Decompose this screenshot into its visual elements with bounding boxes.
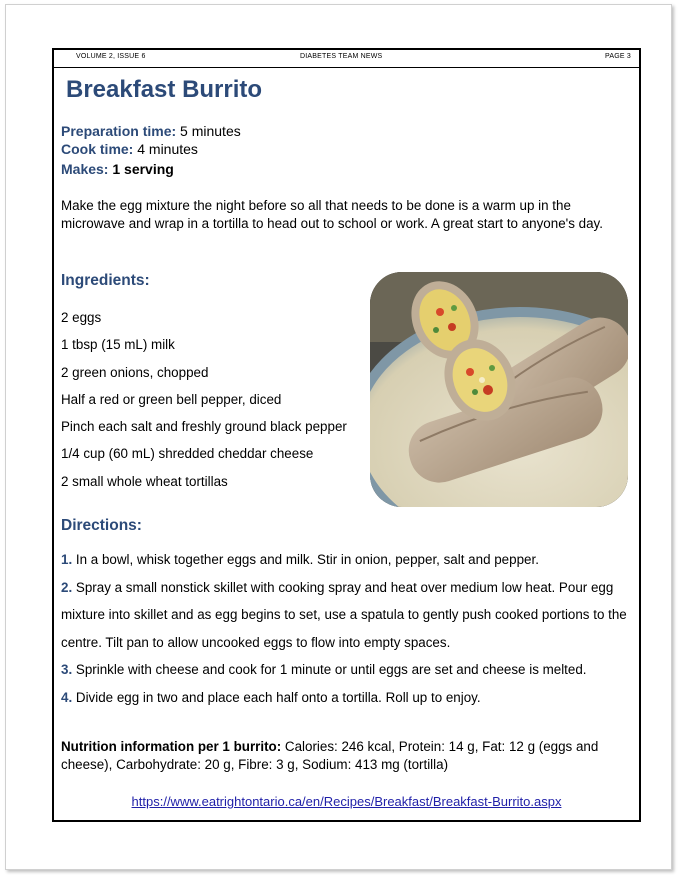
step-text: Divide egg in two and place each half onto a tortilla. Roll up to enjoy. (75, 689, 481, 705)
nutrition-info (61, 738, 636, 774)
cook-time (61, 141, 198, 157)
running-head (54, 50, 639, 68)
directions-heading: Directions: (61, 517, 142, 534)
cook-time-label: Cook time: (61, 141, 134, 157)
direction-step (61, 546, 638, 574)
step-text: Spray a small nonstick skillet with cooking spray and heat over medium low heat. Pour egg mixture into skillet and as egg begins to set, use a spatula to gently push cooked portions to the centre. Tilt pan to allow uncooked eggs to flow into empty spaces. (61, 579, 627, 650)
recipe-title: Breakfast Burrito (66, 76, 263, 103)
intro-paragraph: Make the egg mixture the night before so all that needs to be done is a warm up in the microwave and wrap in a tortilla to head out to school or work. A great start to anyone's day. (61, 198, 603, 231)
ingredients-heading: Ingredients: (61, 272, 150, 289)
burrito-illustration (370, 272, 628, 507)
cook-time-value: 4 minutes (137, 141, 198, 157)
step-text: Sprinkle with cheese and cook for 1 minute or until eggs are set and cheese is melted. (75, 662, 587, 677)
ingredient-item: 2 eggs (61, 310, 102, 325)
ingredients-list (61, 309, 347, 500)
page-number: PAGE 3 (605, 53, 631, 60)
prep-time (61, 123, 241, 139)
step-number: 3. (61, 662, 73, 677)
direction-step (61, 656, 638, 684)
ingredient-item: Half a red or green bell pepper, diced (61, 391, 282, 407)
step-number: 2. (61, 579, 73, 595)
content-frame (52, 48, 641, 822)
prep-time-value: 5 minutes (180, 123, 241, 139)
source-link[interactable]: https://www.eatrightontario.ca/en/Recipes/Breakfast/Breakfast-Burrito.aspx (131, 794, 562, 809)
servings-label: Makes: (61, 161, 109, 177)
prep-time-label: Preparation time: (61, 123, 177, 139)
step-text: In a bowl, whisk together eggs and milk. Stir in onion, pepper, salt and pepper. (75, 552, 539, 567)
burrito-photo (370, 272, 628, 507)
directions-list (61, 546, 638, 711)
volume-issue: VOLUME 2, ISSUE 6 (76, 53, 146, 60)
direction-step (61, 574, 638, 657)
servings (61, 161, 174, 177)
ingredient-item: 2 small whole wheat tortillas (61, 473, 228, 489)
ingredient-item: 1 tbsp (15 mL) milk (61, 337, 175, 353)
nutrition-text: Calories: 246 kcal, Protein: 14 g, Fat: 12 g (eggs and cheese), Carbohydrate: 20 g, Fibre: 3 g, Sodium: 413 mg (tortilla) (61, 739, 599, 772)
ingredient-item: 1/4 cup (60 mL) shredded cheddar cheese (61, 446, 314, 462)
direction-step (61, 684, 638, 712)
ingredient-item: Pinch each salt and freshly ground black pepper (61, 419, 347, 435)
document-page (5, 4, 672, 870)
servings-value: 1 serving (112, 161, 174, 177)
step-number: 4. (61, 689, 73, 705)
step-number: 1. (61, 552, 73, 567)
ingredient-item: 2 green onions, chopped (61, 364, 209, 380)
newsletter-name: DIABETES TEAM NEWS (300, 53, 383, 60)
nutrition-label: Nutrition information per 1 burrito: (61, 739, 282, 754)
